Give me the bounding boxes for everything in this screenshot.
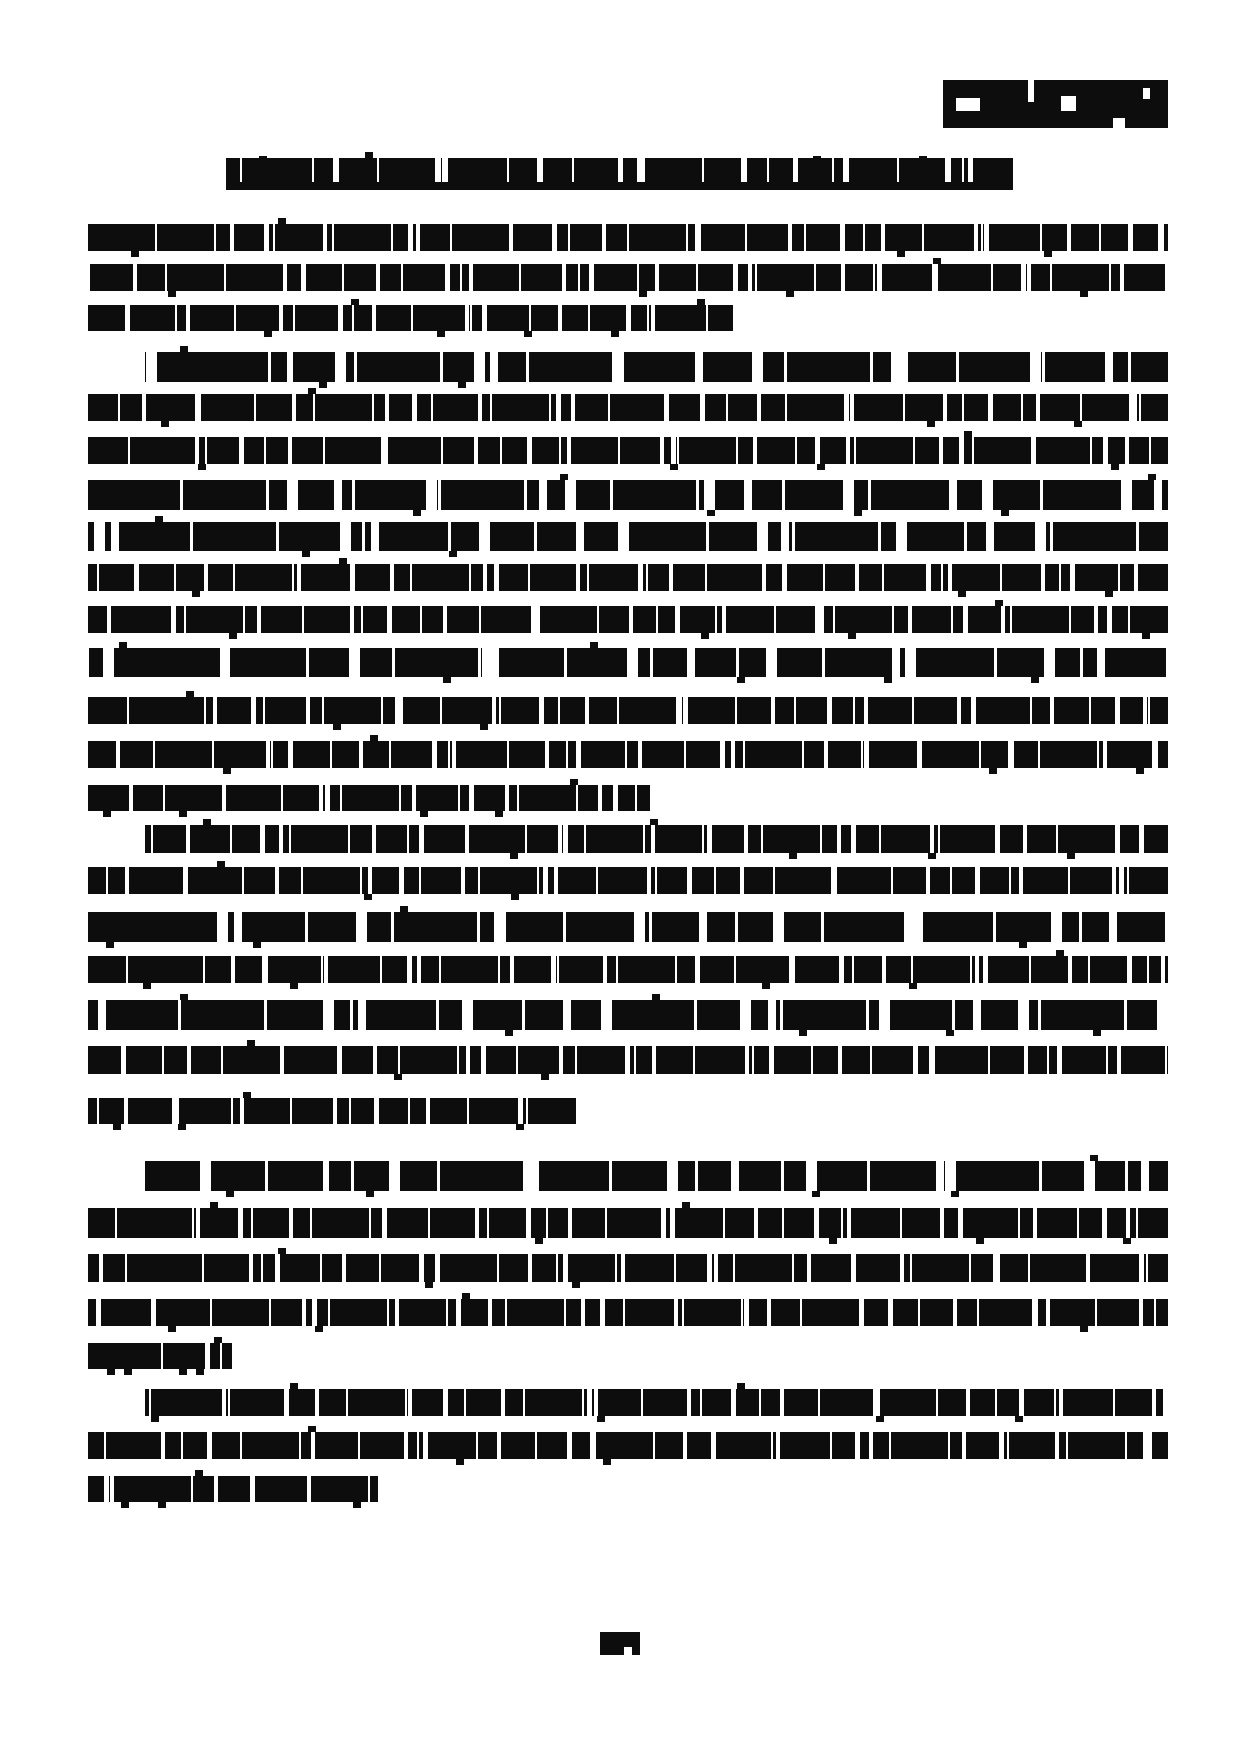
- descender-pixel: [198, 464, 206, 470]
- descender-pixel: [670, 464, 678, 470]
- descender-pixel: [1105, 591, 1113, 597]
- descender-pixel: [143, 983, 151, 989]
- descender-pixel: [229, 633, 237, 639]
- descender-pixel: [884, 677, 892, 683]
- descender-pixel: [611, 331, 619, 337]
- ascender-pixel: [290, 1383, 298, 1389]
- descender-pixel: [951, 1191, 959, 1197]
- ascender-pixel: [560, 474, 568, 480]
- ascender-pixel: [650, 819, 658, 825]
- descender-pixel: [121, 1502, 129, 1508]
- text-line: [88, 697, 1168, 724]
- descender-pixel: [420, 811, 428, 817]
- text-line: [88, 437, 1168, 464]
- page-number-notch: [624, 1647, 632, 1655]
- descender-pixel: [353, 1502, 361, 1508]
- descender-pixel: [1111, 464, 1119, 470]
- descender-pixel: [179, 811, 187, 817]
- descender-pixel: [707, 510, 715, 516]
- text-line: [88, 1000, 1168, 1030]
- descender-pixel: [535, 1238, 543, 1244]
- descender-pixel: [897, 251, 905, 257]
- text-line: [88, 522, 1168, 551]
- descender-pixel: [168, 1326, 176, 1332]
- stamp-notch: [1028, 80, 1034, 102]
- ascender-pixel: [119, 642, 127, 648]
- text-line: [88, 606, 1168, 633]
- descender-pixel: [192, 591, 200, 597]
- stamp-notch: [1113, 118, 1125, 128]
- ascender-pixel: [1148, 474, 1156, 480]
- text-line: [88, 912, 1168, 942]
- descender-pixel: [505, 1030, 513, 1036]
- descender-pixel: [812, 1191, 820, 1197]
- descender-pixel: [976, 1238, 984, 1244]
- descender-pixel: [366, 1191, 374, 1197]
- descender-pixel: [443, 677, 451, 683]
- descender-pixel: [456, 1459, 464, 1465]
- text-line: [145, 1389, 1168, 1416]
- descender-pixel: [113, 1124, 121, 1130]
- ascender-pixel: [697, 299, 705, 305]
- descender-pixel: [178, 1124, 186, 1130]
- descender-pixel: [107, 1369, 115, 1375]
- ascender-pixel: [365, 152, 373, 158]
- ascender-pixel: [570, 779, 578, 785]
- descender-pixel: [854, 510, 862, 516]
- descender-pixel: [315, 1326, 323, 1332]
- ascender-pixel: [737, 1383, 745, 1389]
- text-line: [88, 785, 650, 811]
- descender-pixel: [1080, 291, 1088, 297]
- ascender-pixel: [590, 642, 598, 648]
- text-line: [88, 1254, 1168, 1282]
- ascender-pixel: [1056, 950, 1064, 956]
- descender-pixel: [737, 677, 745, 683]
- descender-pixel: [786, 291, 794, 297]
- descender-pixel: [131, 251, 139, 257]
- descender-pixel: [458, 382, 466, 388]
- ascender-pixel: [462, 1293, 470, 1299]
- descender-pixel: [1074, 421, 1082, 427]
- stamp-notch: [1143, 88, 1150, 99]
- descender-pixel: [813, 156, 821, 162]
- descender-pixel: [829, 1238, 837, 1244]
- descender-pixel: [253, 942, 261, 948]
- descender-pixel: [394, 1074, 402, 1080]
- ascender-pixel: [1090, 1155, 1098, 1161]
- text-line: [88, 1476, 378, 1502]
- descender-pixel: [919, 156, 927, 162]
- descender-pixel: [516, 1124, 524, 1130]
- text-line: [88, 648, 1168, 677]
- ascender-pixel: [682, 1202, 690, 1208]
- ascender-pixel: [247, 1040, 255, 1046]
- title-text-block: [226, 158, 1013, 182]
- text-line: [88, 264, 1168, 291]
- ascender-pixel: [214, 1337, 222, 1343]
- descender-pixel: [876, 1416, 884, 1422]
- descender-pixel: [701, 633, 709, 639]
- descender-pixel: [1067, 853, 1075, 859]
- descender-pixel: [259, 156, 267, 162]
- ascender-pixel: [210, 1202, 218, 1208]
- descender-pixel: [103, 811, 111, 817]
- stamp-notch: [956, 98, 980, 111]
- descender-pixel: [302, 551, 310, 557]
- descender-pixel: [762, 983, 770, 989]
- descender-pixel: [264, 331, 272, 337]
- descender-pixel: [817, 464, 825, 470]
- stamp-notch: [1061, 96, 1076, 111]
- ascender-pixel: [995, 600, 1003, 606]
- descender-pixel: [597, 1416, 605, 1422]
- text-line: [88, 867, 1168, 894]
- text-line: [88, 1299, 1168, 1326]
- text-line: [88, 564, 1168, 591]
- ascender-pixel: [339, 558, 347, 564]
- ascender-pixel: [186, 691, 194, 697]
- descender-pixel: [1123, 1238, 1131, 1244]
- descender-pixel: [511, 894, 519, 900]
- text-line: [88, 956, 1168, 983]
- descender-pixel: [1001, 510, 1009, 516]
- descender-pixel: [848, 633, 856, 639]
- descender-pixel: [524, 331, 532, 337]
- descender-pixel: [572, 1282, 580, 1288]
- ascender-pixel: [652, 994, 660, 1000]
- ascender-pixel: [217, 861, 225, 867]
- descender-pixel: [319, 382, 327, 388]
- page-number-block: [600, 1632, 640, 1655]
- descender-pixel: [495, 811, 503, 817]
- text-line: [145, 825, 1168, 853]
- descender-pixel: [958, 591, 966, 597]
- descender-pixel: [480, 724, 488, 730]
- descender-pixel: [333, 724, 341, 730]
- descender-pixel: [541, 1074, 549, 1080]
- text-line: [145, 352, 1168, 382]
- descender-pixel: [151, 1416, 159, 1422]
- ascender-pixel: [243, 1092, 251, 1098]
- title-underline: [226, 182, 1013, 190]
- ascender-pixel: [308, 1426, 316, 1432]
- descender-pixel: [179, 1369, 187, 1375]
- text-line: [88, 741, 1168, 768]
- descender-pixel: [161, 421, 169, 427]
- ascender-pixel: [278, 1248, 286, 1254]
- ascender-pixel: [203, 819, 211, 825]
- descender-pixel: [196, 1369, 204, 1375]
- descender-pixel: [927, 421, 935, 427]
- descender-pixel: [799, 1030, 807, 1036]
- text-line: [88, 224, 1168, 251]
- descender-pixel: [425, 1282, 433, 1288]
- text-line: [88, 1046, 1168, 1074]
- descender-pixel: [946, 1030, 954, 1036]
- descender-pixel: [1031, 677, 1039, 683]
- descender-pixel: [1015, 1416, 1023, 1422]
- text-line: [145, 1161, 1168, 1191]
- descender-pixel: [168, 291, 176, 297]
- descender-pixel: [928, 853, 936, 859]
- descender-pixel: [1019, 942, 1027, 948]
- ascender-pixel: [308, 388, 316, 394]
- descender-pixel: [449, 551, 457, 557]
- ascender-pixel: [933, 258, 941, 264]
- text-line: [88, 480, 1168, 510]
- ascender-pixel: [155, 516, 163, 522]
- text-line: [88, 1343, 232, 1369]
- ascender-pixel: [180, 346, 188, 352]
- text-line: [88, 305, 733, 331]
- ascender-pixel: [180, 994, 188, 1000]
- descender-pixel: [158, 1502, 166, 1508]
- ascender-pixel: [195, 1470, 203, 1476]
- descender-pixel: [510, 853, 518, 859]
- descender-pixel: [413, 510, 421, 516]
- ascender-pixel: [964, 431, 972, 437]
- text-line: [88, 394, 1168, 421]
- ascender-pixel: [370, 735, 378, 741]
- ascender-pixel: [351, 299, 359, 305]
- text-line: [88, 1432, 1168, 1459]
- descender-pixel: [124, 1369, 132, 1375]
- descender-pixel: [437, 331, 445, 337]
- descender-pixel: [364, 894, 372, 900]
- descender-pixel: [223, 768, 231, 774]
- ascender-pixel: [400, 906, 408, 912]
- descender-pixel: [1142, 633, 1150, 639]
- text-line: [88, 1208, 1168, 1238]
- descender-pixel: [909, 983, 917, 989]
- descender-pixel: [1136, 768, 1144, 774]
- descender-pixel: [1080, 1326, 1088, 1332]
- descender-pixel: [989, 768, 997, 774]
- descender-pixel: [603, 1459, 611, 1465]
- text-line: [88, 1098, 576, 1124]
- descender-pixel: [639, 291, 647, 297]
- ascender-pixel: [278, 218, 286, 224]
- descender-pixel: [106, 942, 114, 948]
- descender-pixel: [226, 1191, 234, 1197]
- descender-pixel: [290, 983, 298, 989]
- descender-pixel: [1093, 1030, 1101, 1036]
- descender-pixel: [1044, 251, 1052, 257]
- descender-pixel: [789, 853, 797, 859]
